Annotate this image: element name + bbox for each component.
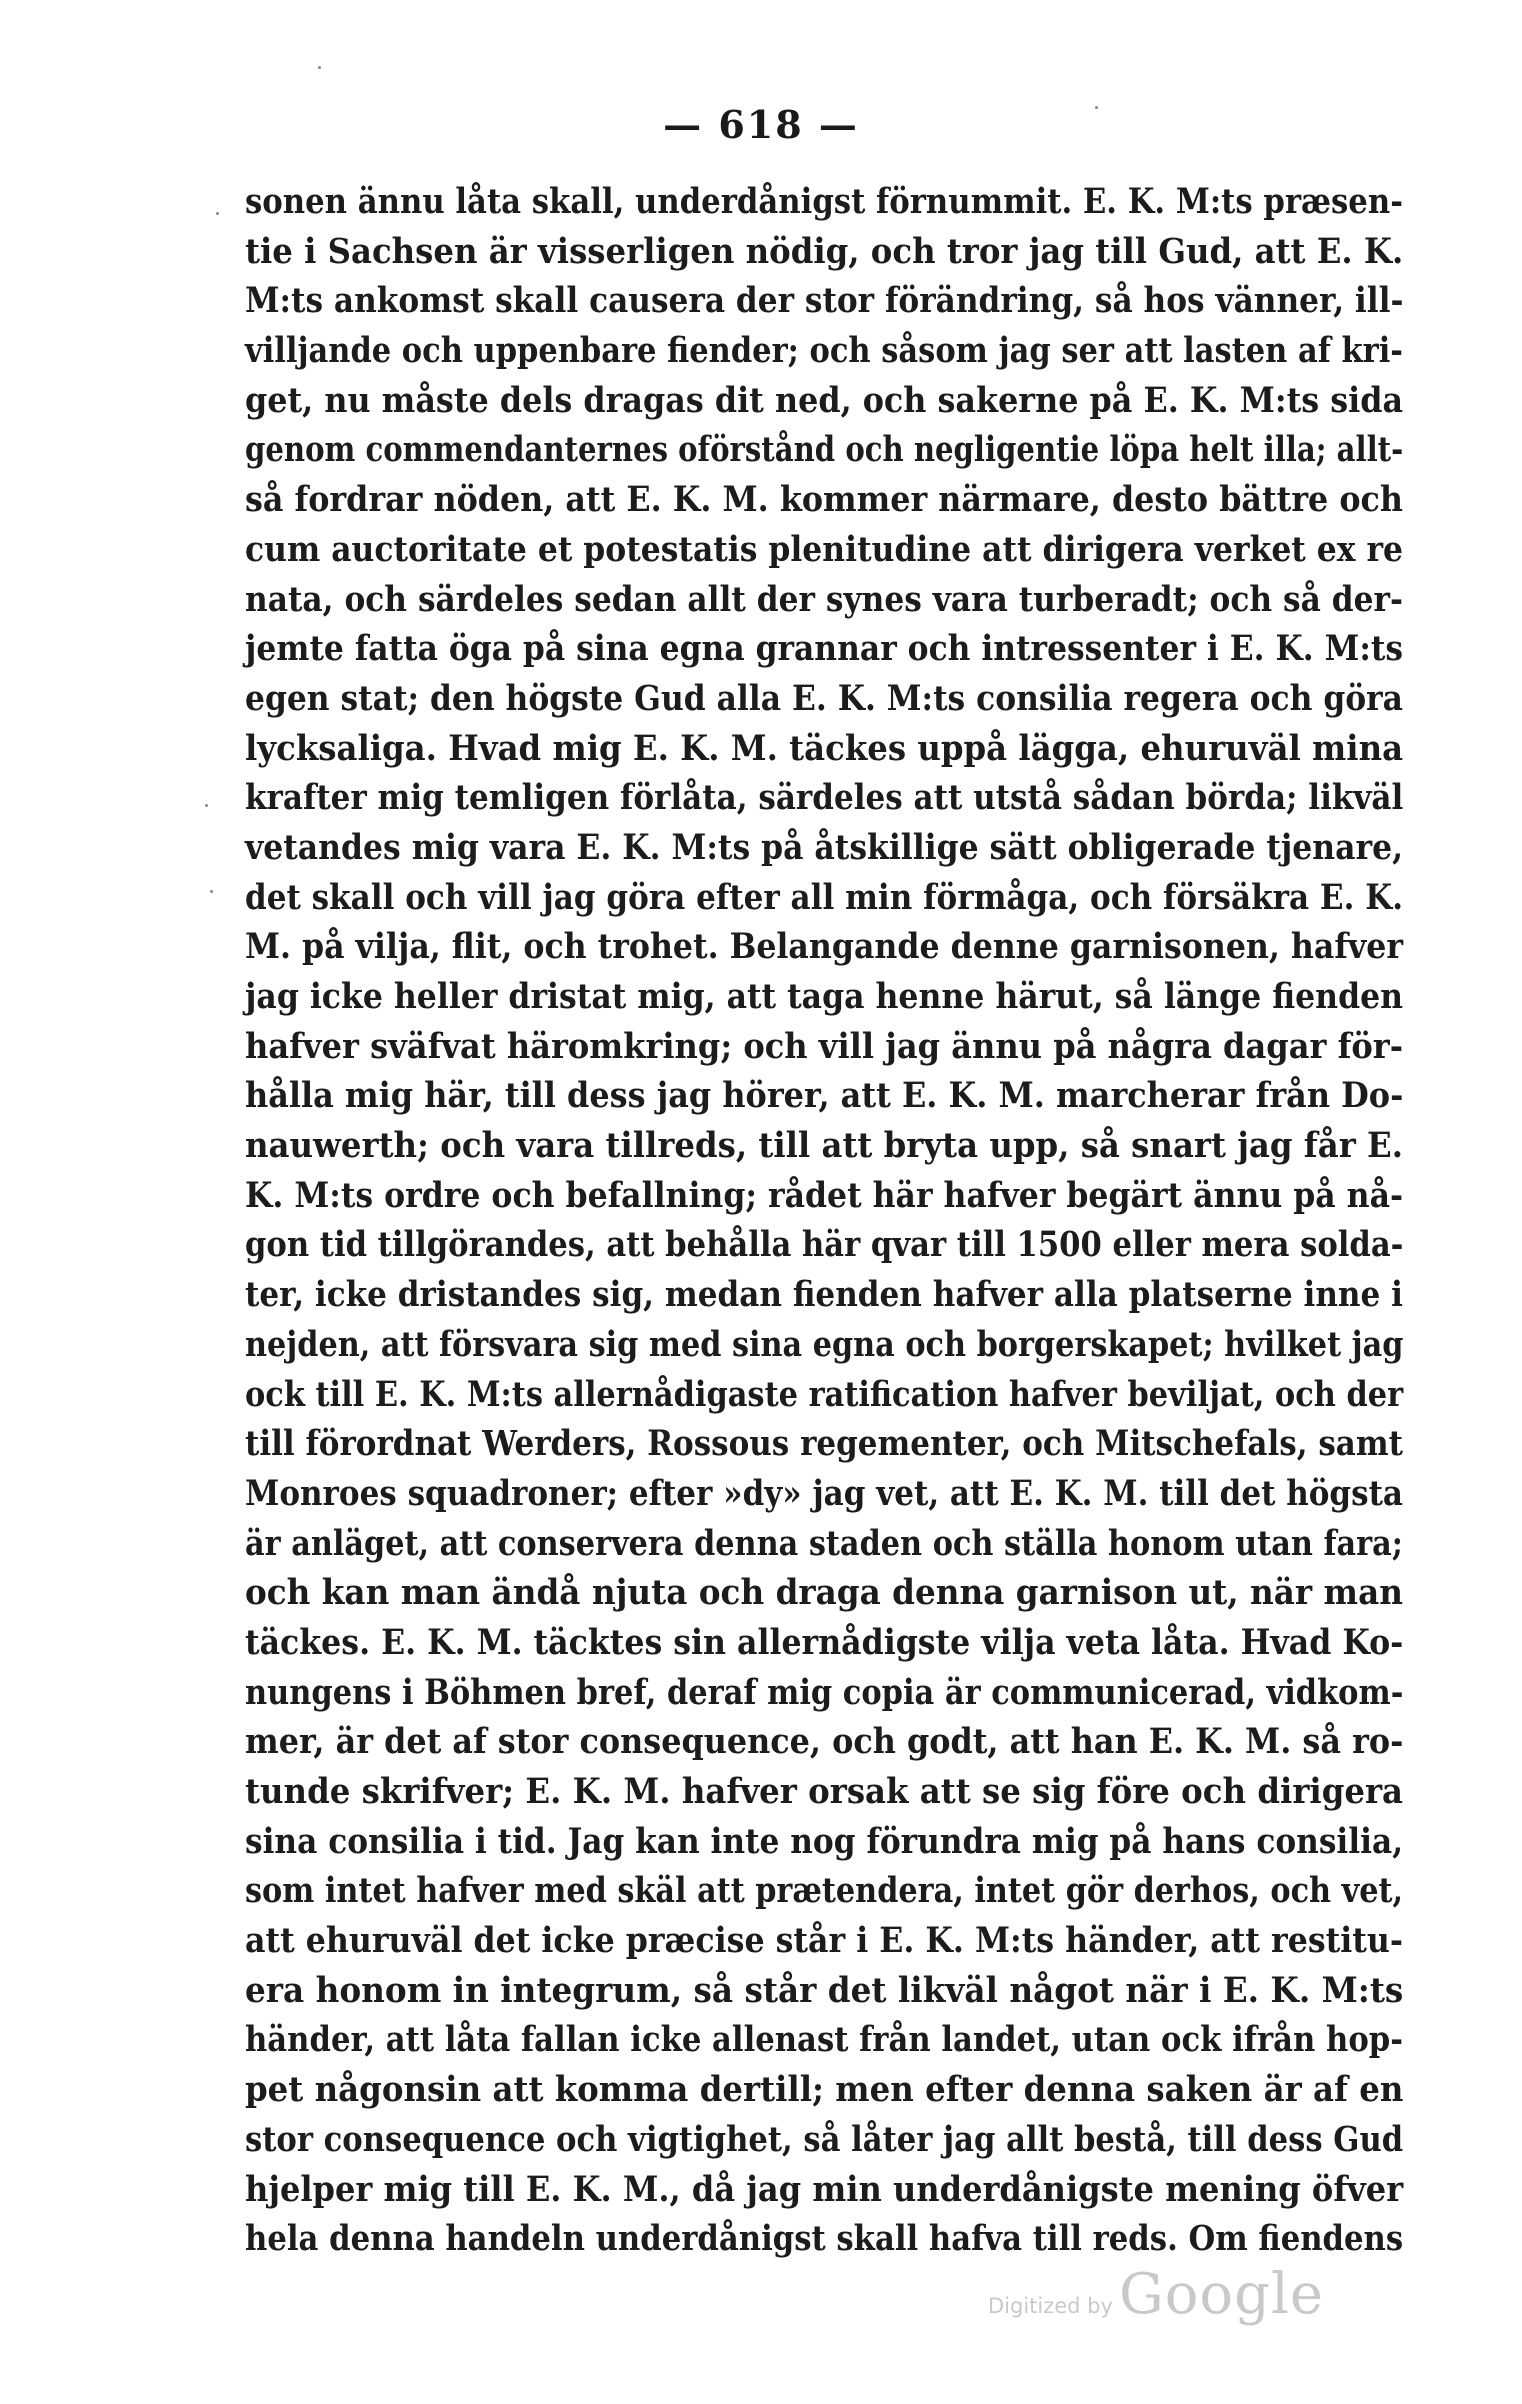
text-line: händer, att låta fallan icke allenast från landet, utan ock ifrån hop- <box>245 2019 1403 2061</box>
text-line: hjelper mig till E. K. M., då jag min underdånigste mening öfver <box>245 2168 1404 2210</box>
watermark-prefix: Digitized by <box>988 2294 1113 2318</box>
text-line: pet någonsin att komma dertill; men efter denna saken är af en <box>245 2069 1404 2111</box>
scan-speck <box>1095 106 1098 109</box>
text-line: hela denna handeln underdånigst skall hafva till reds. Om fiendens <box>245 2218 1404 2260</box>
text-line: stor consequence och vigtighet, så låter jag allt bestå, till dess Gud <box>245 2118 1404 2160</box>
text-line: att ehuruväl det icke præcise står i E. K. M:ts händer, att restitu- <box>245 1920 1404 1962</box>
text-line: sina consilia i tid. Jag kan inte nog förundra mig på hans consilia, <box>245 1820 1404 1862</box>
text-line: lycksaliga. Hvad mig E. K. M. täckes uppå lägga, ehuruväl mina <box>245 727 1404 769</box>
text-line: M:ts ankomst skall causera der stor förändring, så hos vänner, ill- <box>245 280 1404 322</box>
text-line: villjande och uppenbare fiender; och såsom jag ser att lasten af kri- <box>245 330 1403 372</box>
digitized-watermark <box>988 2262 1324 2342</box>
text-line: gon tid tillgörandes, att behålla här qvar till 1500 eller mera solda- <box>245 1224 1404 1266</box>
text-line: hålla mig här, till dess jag hörer, att E. K. M. marcherar från Do- <box>245 1075 1404 1117</box>
scan-speck <box>205 804 208 807</box>
text-line: nauwerth; och vara tillreds, till att bryta upp, så snart jag får E. <box>245 1125 1403 1167</box>
text-line: nejden, att försvara sig med sina egna och borgerskapet; hvilket jag <box>245 1323 1404 1365</box>
text-line: mer, är det af stor consequence, och godt, att han E. K. M. så ro- <box>245 1721 1404 1763</box>
text-line: som intet hafver med skäl att prætendera, intet gör derhos, och vet, <box>245 1870 1404 1912</box>
text-line: hafver sväfvat häromkring; och vill jag ännu på några dagar för- <box>245 1025 1404 1067</box>
text-line: genom commendanternes oförstånd och negligentie löpa helt illa; allt- <box>245 429 1404 471</box>
text-line: till förordnat Werders, Rossous regementer, och Mitschefals, samt <box>245 1423 1403 1465</box>
text-line: vetandes mig vara E. K. M:ts på åtskillige sätt obligerade tjenare, <box>245 826 1404 868</box>
text-line: täckes. E. K. M. täcktes sin allernådigste vilja veta låta. Hvad Ko- <box>245 1621 1404 1663</box>
text-line: ock till E. K. M:ts allernådigaste ratification hafver beviljat, och der <box>245 1373 1404 1415</box>
text-line: krafter mig temligen förlåta, särdeles att utstå sådan börda; likväl <box>245 777 1404 819</box>
text-line: sonen ännu låta skall, underdånigst förnummit. E. K. M:ts præsen- <box>245 181 1403 222</box>
scan-speck <box>318 66 321 69</box>
text-line: tie i Sachsen är visserligen nödig, och tror jag till Gud, att E. K. <box>245 230 1404 272</box>
body-text <box>245 177 1403 2264</box>
text-line: nungens i Böhmen bref, deraf mig copia är communicerad, vidkom- <box>245 1671 1404 1713</box>
text-line: det skall och vill jag göra efter all min förmåga, och försäkra E. K. <box>245 876 1404 918</box>
text-line: era honom in integrum, så står det likväl något när i E. K. M:ts <box>245 1969 1404 2011</box>
google-logo: Google <box>1118 2262 1325 2327</box>
text-line: är anläget, att conservera denna staden och ställa honom utan fara; <box>245 1522 1403 1564</box>
text-line: M. på vilja, flit, och trohet. Belangande denne garnisonen, hafver <box>245 926 1404 968</box>
text-line: så fordrar nöden, att E. K. M. kommer närmare, desto bättre och <box>245 479 1403 521</box>
text-line: cum auctoritate et potestatis plenitudine att dirigera verket ex re <box>245 528 1404 570</box>
text-line: get, nu måste dels dragas dit ned, och sakerne på E. K. M:ts sida <box>245 379 1404 421</box>
text-line: K. M:ts ordre och befallning; rådet här hafver begärt ännu på nå- <box>245 1174 1404 1216</box>
text-line: nata, och särdeles sedan allt der synes vara turberadt; och så der- <box>245 578 1403 620</box>
text-line: jag icke heller dristat mig, att taga henne härut, så länge fienden <box>245 976 1404 1017</box>
text-line: och kan man ändå njuta och draga denna garnison ut, när man <box>245 1572 1403 1614</box>
text-line: Monroes squadroner; efter »dy» jag vet, att E. K. M. till det högsta <box>245 1472 1404 1514</box>
text-line: tunde skrifver; E. K. M. hafver orsak att se sig före och dirigera <box>245 1771 1404 1812</box>
page-number: — 618 — <box>663 102 859 147</box>
text-line: ter, icke dristandes sig, medan fienden hafver alla platserne inne i <box>245 1274 1403 1316</box>
text-line: egen stat; den högste Gud alla E. K. M:ts consilia regera och göra <box>245 677 1404 719</box>
text-line: jemte fatta öga på sina egna grannar och intressenter i E. K. M:ts <box>245 628 1404 670</box>
scan-speck <box>210 890 213 893</box>
scan-speck <box>216 212 219 215</box>
